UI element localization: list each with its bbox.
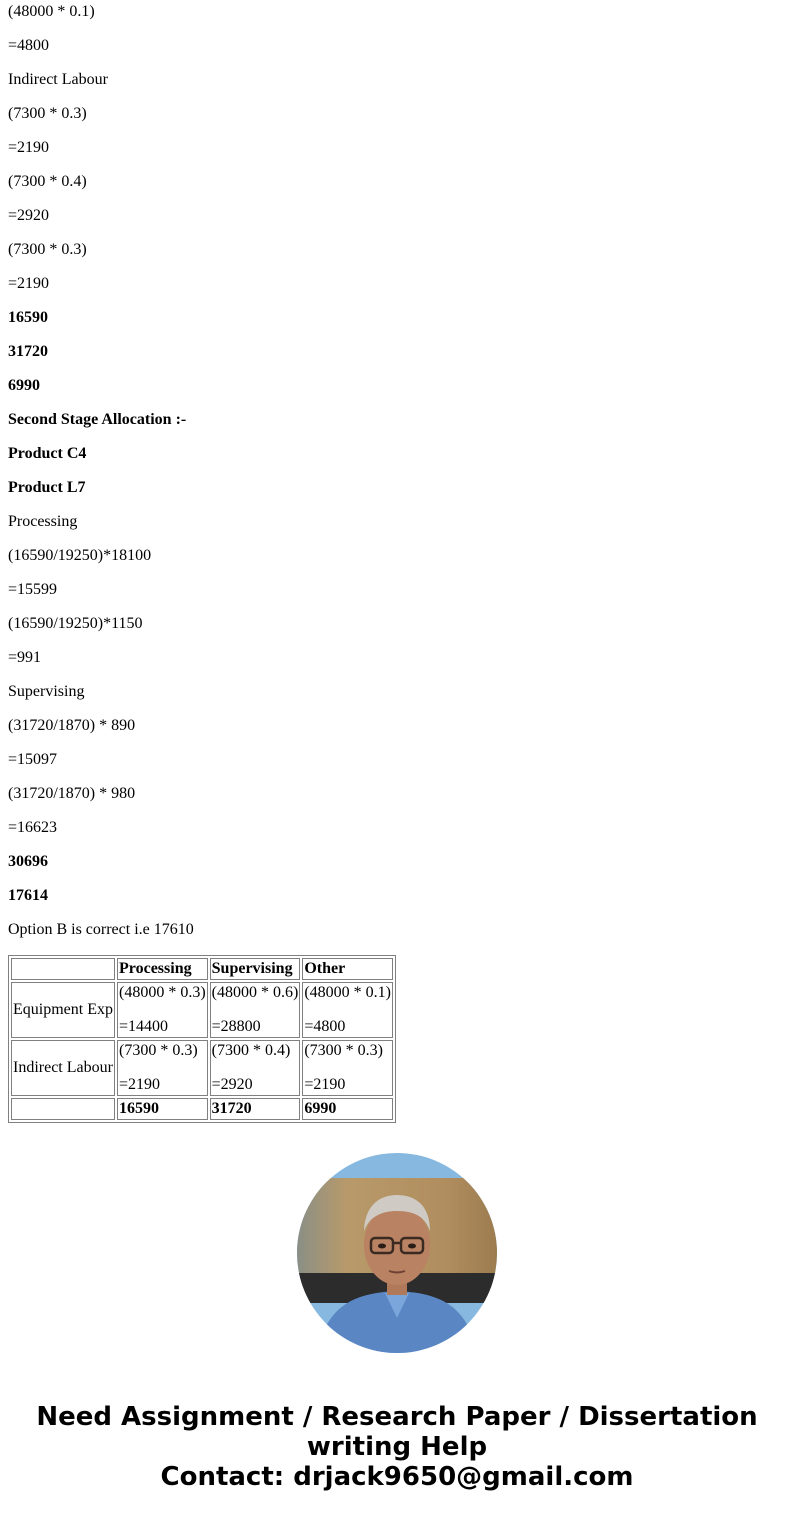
- text-line: (48000 * 0.1): [8, 3, 95, 20]
- text-line: Second Stage Allocation :-: [8, 411, 187, 428]
- cell-result: =2190: [119, 1076, 161, 1093]
- text-line: 16590: [8, 309, 48, 326]
- promo-contact: Contact: drjack9650@gmail.com: [160, 1462, 634, 1492]
- text-line: 6990: [8, 377, 40, 394]
- table-cell: [302, 982, 393, 1038]
- header-cell-blank: [11, 958, 115, 980]
- table-row: [11, 982, 393, 1038]
- text-line: =991: [8, 649, 42, 666]
- table-cell: [117, 1040, 208, 1096]
- allocation-table: [8, 955, 396, 1123]
- text-line: (7300 * 0.3): [8, 105, 87, 122]
- text-line: 30696: [8, 853, 48, 870]
- text-line: =15097: [8, 751, 58, 768]
- text-line: 31720: [8, 343, 48, 360]
- promo-banner: [0, 1402, 794, 1492]
- table-totals-row: [11, 1098, 393, 1120]
- text-line: (7300 * 0.3): [8, 241, 87, 258]
- promo-line-2: writing Help: [306, 1432, 488, 1462]
- text-line: (31720/1870) * 980: [8, 785, 136, 802]
- total-cell-blank: [11, 1098, 115, 1120]
- text-line: Product C4: [8, 445, 87, 462]
- avatar-portrait-image: [297, 1153, 497, 1353]
- text-line: Option B is correct i.e 17610: [8, 921, 194, 938]
- table-cell: [210, 982, 301, 1038]
- text-line: =16623: [8, 819, 58, 836]
- text-line: Processing: [8, 513, 78, 530]
- header-cell-supervising: Supervising: [210, 958, 301, 980]
- total-cell-processing: 16590: [117, 1098, 208, 1120]
- total-cell-supervising: 31720: [210, 1098, 301, 1120]
- header-cell-processing: Processing: [117, 958, 208, 980]
- cell-formula: (7300 * 0.4): [211, 1042, 291, 1059]
- cell-formula: (48000 * 0.1): [304, 984, 391, 1001]
- row-label: Equipment Exp: [11, 982, 115, 1038]
- author-avatar: [297, 1153, 497, 1353]
- text-line: =2190: [8, 275, 50, 292]
- table-row: [11, 1040, 393, 1096]
- text-line: Product L7: [8, 479, 86, 496]
- text-line: (7300 * 0.4): [8, 173, 87, 190]
- cell-formula: (7300 * 0.3): [119, 1042, 198, 1059]
- text-line: =15599: [8, 581, 58, 598]
- text-line: (31720/1870) * 890: [8, 717, 136, 734]
- text-line: Supervising: [8, 683, 85, 700]
- cell-result: =28800: [211, 1018, 261, 1035]
- cell-result: =2920: [211, 1076, 253, 1093]
- header-cell-other: Other: [302, 958, 393, 980]
- text-line: (16590/19250)*18100: [8, 547, 152, 564]
- table-header-row: [11, 958, 393, 980]
- cell-result: =14400: [119, 1018, 169, 1035]
- promo-line-1: Need Assignment / Research Paper / Dissertation: [36, 1402, 758, 1432]
- text-line: =2190: [8, 139, 50, 156]
- text-line: 17614: [8, 887, 48, 904]
- cell-formula: (48000 * 0.3): [119, 984, 206, 1001]
- cell-result: =4800: [304, 1018, 346, 1035]
- total-cell-other: 6990: [302, 1098, 393, 1120]
- cell-result: =2190: [304, 1076, 346, 1093]
- table-cell: [302, 1040, 393, 1096]
- text-line: =2920: [8, 207, 50, 224]
- cell-formula: (7300 * 0.3): [304, 1042, 383, 1059]
- table-cell: [117, 982, 208, 1038]
- text-line: Indirect Labour: [8, 71, 108, 88]
- table-cell: [210, 1040, 301, 1096]
- row-label: Indirect Labour: [11, 1040, 115, 1096]
- text-line: (16590/19250)*1150: [8, 615, 143, 632]
- text-line: =4800: [8, 37, 50, 54]
- calculation-lines: [8, 0, 786, 964]
- cell-formula: (48000 * 0.6): [211, 984, 299, 1001]
